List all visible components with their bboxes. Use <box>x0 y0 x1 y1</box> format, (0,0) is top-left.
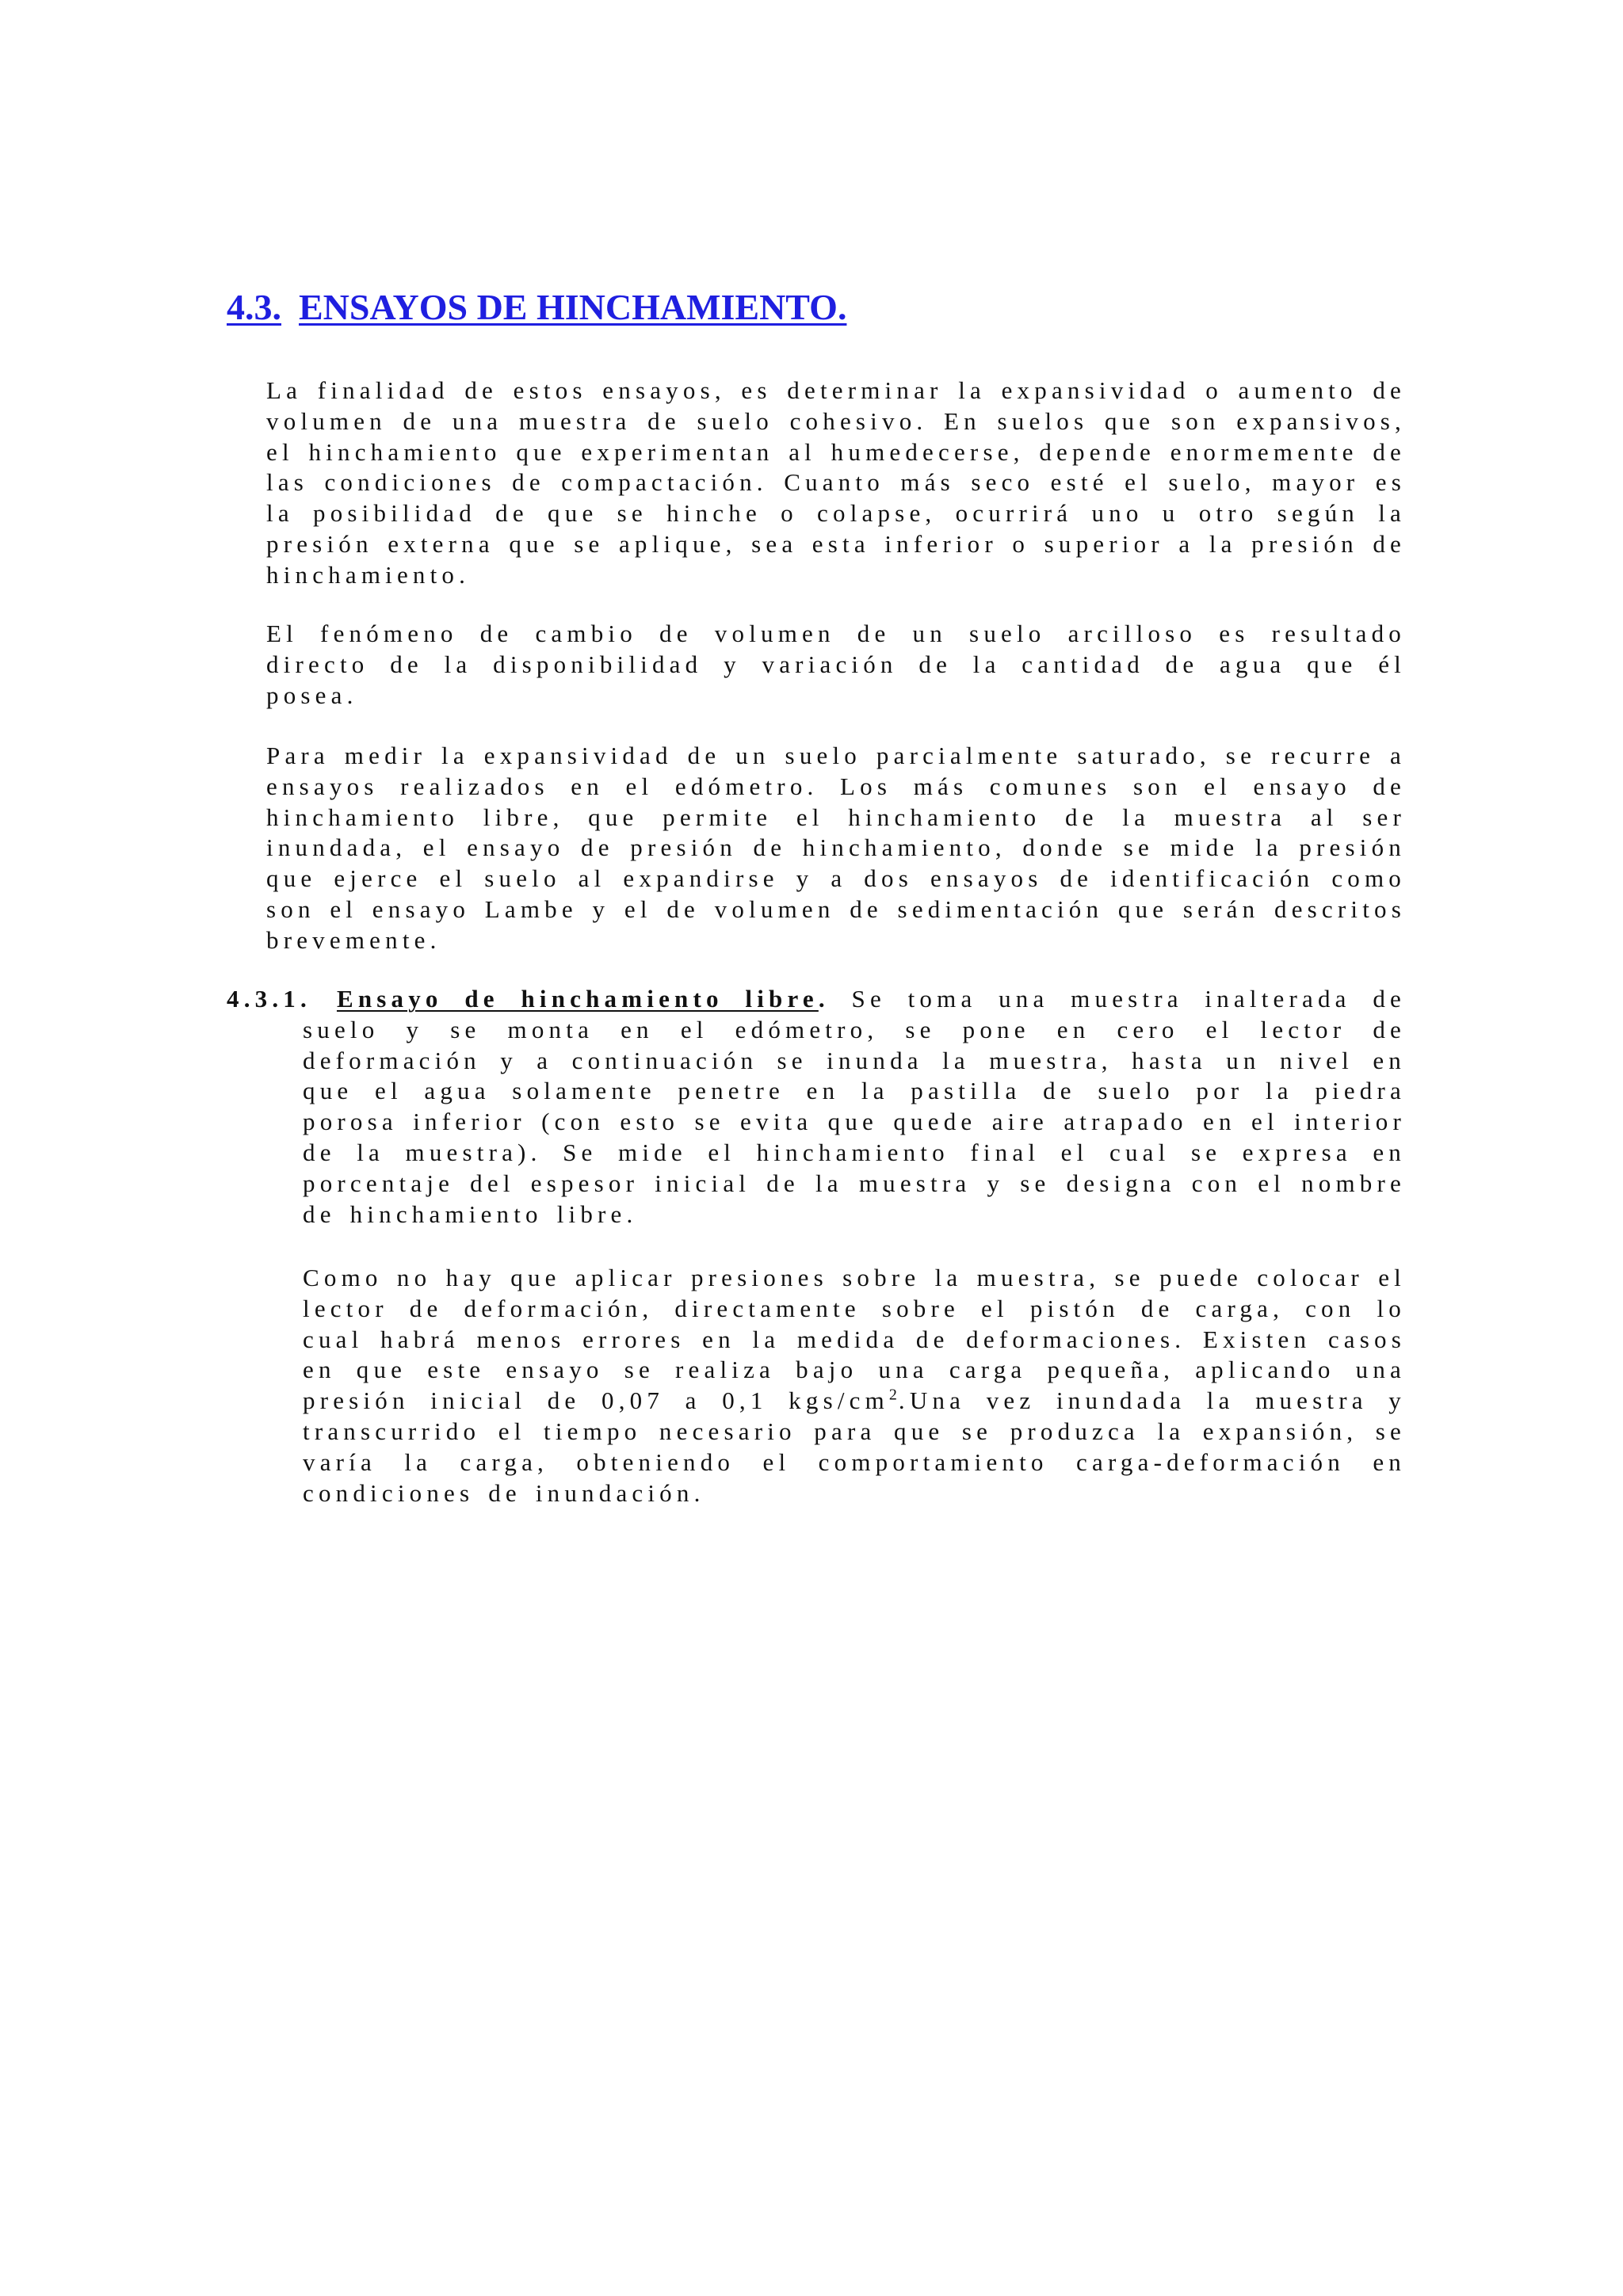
load-procedure-text-b: .Una vez inundada la muestra y transcurrido el tiempo necesario para que se produzca la expansión, se varía la carga, obteniendo el comportamiento carga-deformación en condiciones de inundación. <box>303 1386 1406 1507</box>
section-title: ENSAYOS DE HINCHAMIENTO. <box>299 287 847 327</box>
subsection-number: 4.3.1. <box>227 985 311 1013</box>
subsection-title-punct: . <box>818 985 830 1013</box>
section-heading <box>227 285 846 330</box>
paragraph-purpose: La finalidad de estos ensayos, es determinar la expansividad o aumento de volumen de una muestra de suelo cohesivo. En suelos que son expansivos, el hinchamiento que experimentan al humedecerse, depende enormemente de las condiciones de compactación. Cuanto más seco esté el suelo, mayor es la posibilidad de que se hinche o colapse, ocurrirá uno u otro según la presión externa que se aplique, sea esta inferior o superior a la presión de hinchamiento. <box>266 376 1406 589</box>
subsection-body: Se toma una muestra inalterada de suelo y se monta en el edómetro, se pone en cero el lector de deformación y a continuación se inunda la muestra, hasta un nivel en que el agua solamente penetre en la pastilla de suelo por la piedra porosa inferior (con esto se evita que quede aire atrapado en el interior de la muestra). Se mide el hinchamiento final el cual se expresa en porcentaje del espesor inicial de la muestra y se designa con el nombre de hinchamiento libre. <box>303 985 1406 1228</box>
superscript-exponent: 2 <box>888 1386 899 1404</box>
paragraph-volume-change: El fenómeno de cambio de volumen de un suelo arcilloso es resultado directo de la disponibilidad y variación de la cantidad de agua que él posea. <box>266 620 1406 709</box>
paragraph-measurement: Para medir la expansividad de un suelo parcialmente saturado, se recurre a ensayos realizados en el edómetro. Los más comunes son el ensayo de hinchamiento libre, que permite el hinchamiento de la muestra al ser inundada, el ensayo de presión de hinchamiento, donde se mide la presión que ejerce el suelo al expandirse y a dos ensayos de identificación como son el ensayo Lambe y el de volumen de sedimentación que serán descritos brevemente. <box>266 742 1406 954</box>
subsection-free-swell <box>227 984 1406 1230</box>
subsection-title: Ensayo de hinchamiento libre <box>336 985 819 1013</box>
paragraph-load-procedure <box>303 1263 1406 1508</box>
load-procedure-text-a: Como no hay que aplicar presiones sobre la muestra, se puede colocar el lector de deformación, directamente sobre el pistón de carga, con lo cual habrá menos errores en la medida de deformaciones. Existen casos en que este ensayo se realiza bajo una carga pequeña, aplicando una presión inicial de 0,07 a 0,1 kgs/cm <box>303 1264 1406 1415</box>
section-number: 4.3. <box>227 287 281 327</box>
